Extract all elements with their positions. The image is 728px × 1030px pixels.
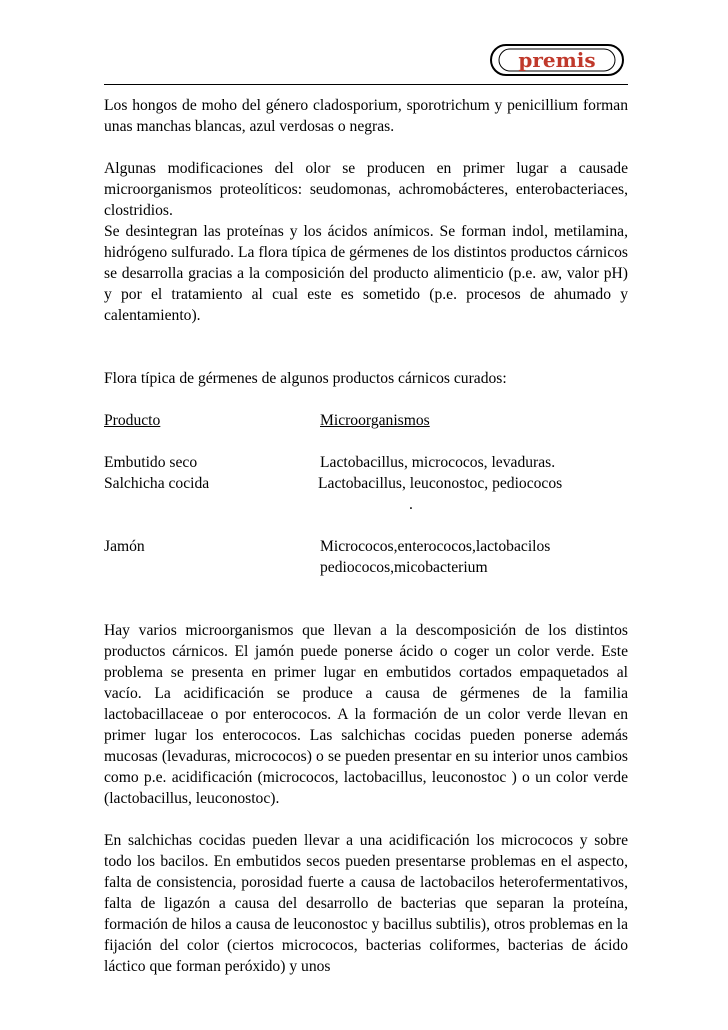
paragraph-odor: Algunas modificaciones del olor se producen en primer lugar a causade microorganismos proteolíticos: seudomonas, achromobácteres, enterobacteriaces, clostridios. [104,160,628,219]
table-row [104,473,628,494]
table-row [104,452,628,473]
paragraph-molds: Los hongos de moho del género cladosporium, sporotrichum y penicillium forman unas manchas blancas, azul verdosas o negras. [104,97,628,135]
paragraph-sausages: En salchichas cocidas pueden llevar a una acidificación los micrococos y sobre todo los bacilos. En embutidos secos pueden presentarse problemas en el aspecto, falta de consistencia, porosidad fuerte a causa de lactobacilos heterofermentativos, falta de ligazón a causa del desarrollo de bacterias que separan la proteína, formación de hilos a causa de leuconostoc y bacillus subtilis), otros problemas en la fijación del color (ciertos micrococos, bacterias coliformes, bacterias de ácido láctico que forman peróxido) y unos [104,832,628,975]
logo-text: premis [518,48,596,72]
paragraph-decomposition: Hay varios microorganismos que llevan a la descomposición de los distintos productos cárnicos. El jamón puede ponerse ácido o coger un color verde. Este problema se presenta en primer lugar en embutidos cortados empaquetados al vacío. La acidificación se produce a causa de gérmenes de la familia lactobacillaceae o por enterococos. A la formación de un color verde llevan en primer lugar los enterococos. Las salchichas cocidas pueden ponerse además mucosas (levaduras, micrococos) o se pueden presentar en su interior unos cambios como p.e. acidificación (micrococos, lactobacillus, leuconostoc ) o un color verde (lactobacillus, leuconostoc). [104,622,628,807]
row-product: Jamón [104,538,145,555]
row-micro: Lactobacillus, leuconostoc, pediococos [318,475,563,492]
header-micro: Microorganismos [320,412,430,429]
row-micro: Micrococos,enterococos,lactobacilos [320,538,551,555]
paragraph-proteins: Se desintegran las proteínas y los ácidos anímicos. Se forman indol, metilamina, hidrógeno sulfurado. La flora típica de gérmenes de los distintos productos cárnicos se desarrolla gracias a la composición del producto alimenticio (p.e. aw, valor pH) y por el tratamiento al cual este es sometido (p.e. procesos de ahumado y calentamiento). [104,223,628,324]
table-intro: Flora típica de gérmenes de algunos productos cárnicos curados: [104,370,507,387]
header-rule [104,84,628,85]
row-micro-continued: pediococos,micobacterium [320,559,488,576]
row-micro: Lactobacillus, micrococos, levaduras. [320,454,556,471]
table-header [104,410,628,431]
row-extra: . [409,496,413,513]
premis-logo [490,44,624,76]
document-body [104,95,628,977]
header-product: Producto [104,412,161,429]
table-row-continuation [104,557,628,578]
row-product: Salchicha cocida [104,475,210,492]
table-row-continuation [104,494,628,515]
table-row [104,536,628,557]
row-product: Embutido seco [104,454,198,471]
